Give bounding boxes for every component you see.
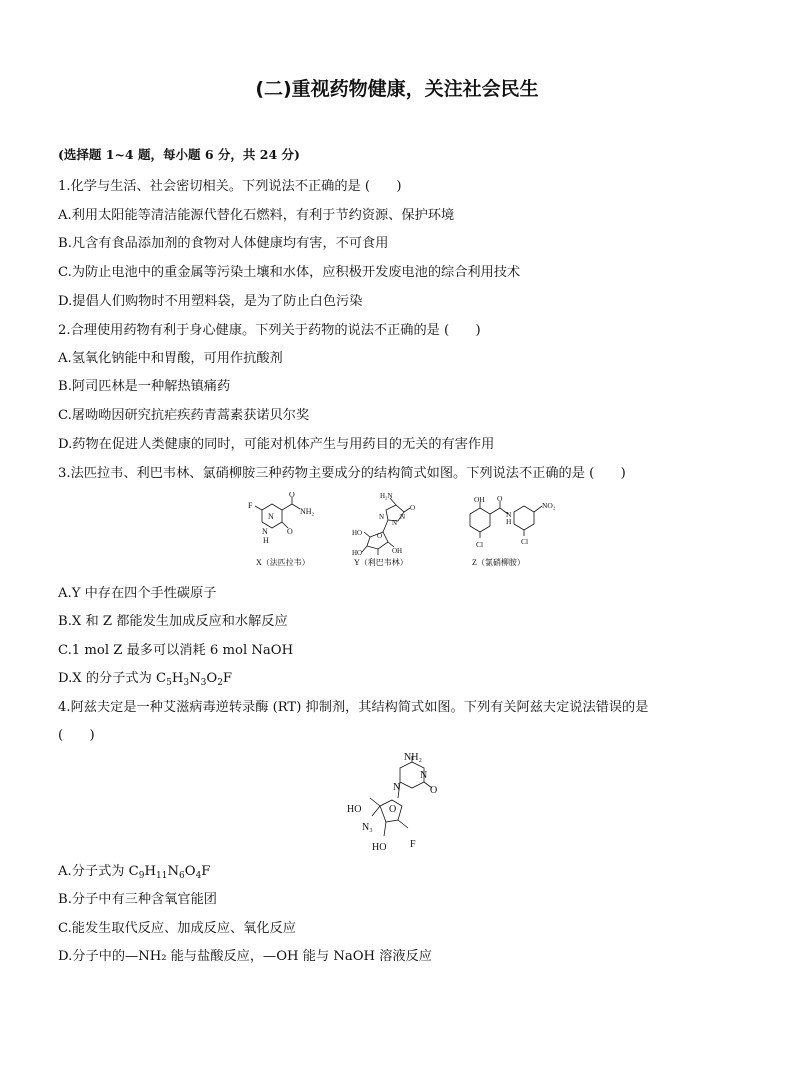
- x-atom-o2: O: [289, 492, 295, 499]
- structure-x: [255, 497, 300, 528]
- q3-structures-figure: [240, 492, 570, 578]
- q4-stem: 4.阿兹夫定是一种艾滋病毒逆转录酶 (RT) 抑制剂，其结构简式如图。下列有关阿兹夫定说法错误的是: [58, 700, 649, 715]
- q1-stem: 1.化学与生活、社会密切相关。下列说法不正确的是 ( ): [58, 179, 402, 194]
- q2-stem: 2.合理使用药物有利于身心健康。下列关于药物的说法不正确的是 ( ): [58, 323, 481, 338]
- q2-option-d: D.药物在促进人类健康的同时，可能对机体产生与用药目的无关的有害作用: [58, 437, 495, 452]
- y-atom-h2n: H₂N: [380, 492, 393, 500]
- z-atom-oh: OH: [474, 495, 485, 504]
- y-atom-ho2: HO: [352, 549, 363, 557]
- q4-option-b: B.分子中有三种含氧官能团: [58, 892, 217, 907]
- azv-atom-ho2: HO: [372, 842, 387, 853]
- z-atom-cl1: Cl: [476, 540, 484, 549]
- x-atom-f: F: [248, 501, 253, 510]
- y-atom-oh: OH: [392, 547, 403, 555]
- y-caption: Y（利巴韦林）: [354, 558, 408, 567]
- q4-option-a: [58, 863, 210, 881]
- z-caption: Z（氯硝柳胺）: [472, 558, 525, 567]
- azv-atom-o1: O: [430, 785, 438, 796]
- z-atom-h: H: [506, 517, 512, 526]
- azv-atom-n3: N₃: [362, 822, 373, 833]
- structure-azvudine: [370, 756, 432, 836]
- section-note: (选择题 1~4 题，每小题 6 分，共 24 分): [58, 147, 300, 162]
- q3-option-d-text: D.X 的分子式为: [58, 671, 157, 686]
- q3-option-a: A.Y 中存在四个手性碳原子: [58, 586, 217, 601]
- azv-atom-n2: N: [393, 782, 401, 793]
- x-atom-h: H: [263, 536, 269, 545]
- y-atom-n3: N: [379, 513, 385, 521]
- z-atom-cl2: Cl: [521, 537, 529, 546]
- x-atom-nh2: NH₂: [300, 507, 315, 516]
- structure-y: [362, 498, 410, 555]
- y-atom-o2: O: [377, 532, 383, 540]
- q2-option-c: C.屠呦呦因研究抗疟疾药青蒿素获诺贝尔奖: [58, 408, 310, 423]
- z-atom-no2: NO₂: [542, 501, 556, 510]
- formula-azvudine: $C_9H_{11}N_6O_4F$: [128, 864, 211, 881]
- x-caption: X（法匹拉韦）: [256, 558, 310, 567]
- z-atom-n: N: [506, 510, 512, 519]
- y-atom-o1: O: [410, 504, 416, 512]
- y-atom-n1: N: [400, 513, 406, 521]
- azv-atom-nh2: NH₂: [404, 752, 422, 763]
- q1-option-a: A.利用太阳能等清洁能源代替化石燃料，有利于节约资源、保护环境: [58, 208, 455, 223]
- z-atom-o: O: [497, 494, 503, 503]
- q4-stem-bracket: ( ): [58, 728, 95, 743]
- y-atom-ho1: HO: [352, 529, 363, 537]
- q3-stem: 3.法匹拉韦、利巴韦林、氯硝柳胺三种药物主要成分的结构简式如图。下列说法不正确的是 ( ): [58, 466, 626, 481]
- q3-option-c: C.1 mol Z 最多可以消耗 6 mol NaOH: [58, 643, 294, 658]
- q4-option-d: D.分子中的—NH₂ 能与盐酸反应，—OH 能与 NaOH 溶液反应: [58, 949, 432, 964]
- q2-option-a: A.氢氧化钠能中和胃酸，可用作抗酸剂: [58, 351, 283, 366]
- q1-option-b: B.凡含有食品添加剂的食物对人体健康均有害，不可食用: [58, 236, 389, 251]
- q1-option-d: D.提倡人们购物时不用塑料袋，是为了防止白色污染: [58, 294, 363, 309]
- q3-option-b: B.X 和 Z 都能发生加成反应和水解反应: [58, 614, 288, 629]
- q4-option-c: C.能发生取代反应、加成反应、氧化反应: [58, 921, 296, 936]
- q4-option-a-text: A.分子式为: [58, 864, 129, 879]
- x-atom-n2: N: [262, 527, 268, 536]
- q2-option-b: B.阿司匹林是一种解热镇痛药: [58, 379, 231, 394]
- q4-structure-figure: [340, 750, 460, 864]
- x-atom-n1: N: [268, 512, 274, 521]
- azv-atom-o2: O: [389, 804, 397, 815]
- azv-atom-ho1: HO: [347, 804, 362, 815]
- formula-x: $C_5H_3N_3O_2F$: [156, 671, 233, 688]
- q3-option-d: [58, 670, 232, 688]
- page-title: (二)重视药物健康，关注社会民生: [255, 78, 539, 100]
- y-atom-n2: N: [392, 519, 398, 527]
- azv-atom-f: F: [410, 839, 416, 850]
- azv-atom-n1: N: [420, 770, 428, 781]
- x-atom-o1: O: [287, 527, 293, 536]
- q1-option-c: C.为防止电池中的重金属等污染土壤和水体，应积极开发废电池的综合利用技术: [58, 265, 521, 280]
